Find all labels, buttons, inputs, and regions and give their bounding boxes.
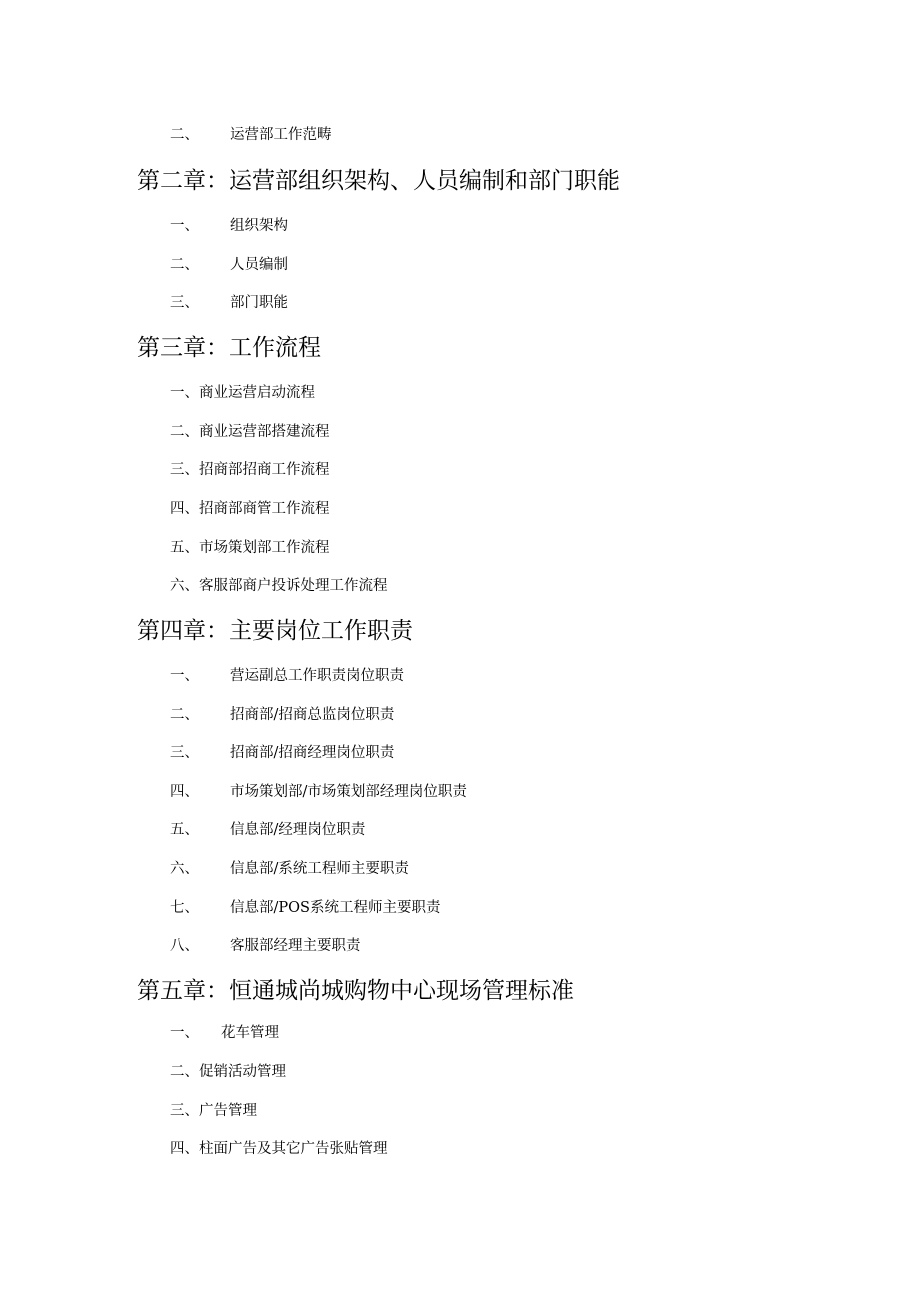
toc-item xyxy=(170,1021,279,1042)
toc-item-text: 招商部/招商总监岗位职责 xyxy=(230,707,395,723)
toc-item-number: 一、 xyxy=(170,668,199,684)
toc-item-number: 五、 xyxy=(170,822,199,838)
toc-item-text: 信息部/系统工程师主要职责 xyxy=(230,861,409,877)
toc-item: 二、促销活动管理 xyxy=(170,1064,286,1080)
toc-item-text: 信息部/经理岗位职责 xyxy=(230,822,366,838)
toc-item: 三、招商部招商工作流程 xyxy=(170,462,330,478)
chapter-heading: 第二章：运营部组织架构、人员编制和部门职能 xyxy=(137,168,620,194)
toc-item-text: 市场策划部/市场策划部经理岗位职责 xyxy=(230,784,467,800)
toc-item-text: 信息部/POS系统工程师主要职责 xyxy=(230,900,441,916)
toc-item: 三、广告管理 xyxy=(170,1103,257,1119)
toc-item: 五、市场策划部工作流程 xyxy=(170,540,330,556)
toc-item: 四、柱面广告及其它广告张贴管理 xyxy=(170,1141,388,1157)
chapter-heading: 第五章：恒通城尚城购物中心现场管理标准 xyxy=(137,978,574,1004)
toc-item-number: 六、 xyxy=(170,861,199,877)
toc-item-number: 一、 xyxy=(170,218,199,234)
toc-item-text: 人员编制 xyxy=(230,257,288,273)
toc-item-number: 三、 xyxy=(170,295,199,311)
toc-item-number: 三、 xyxy=(170,745,199,761)
toc-item: 二、商业运营部搭建流程 xyxy=(170,424,330,440)
toc-item-number: 八、 xyxy=(170,938,199,954)
toc-item-text: 运营部工作范畴 xyxy=(230,127,332,143)
toc-item-text: 组织架构 xyxy=(230,218,288,234)
toc-item: 六、客服部商户投诉处理工作流程 xyxy=(170,578,388,594)
toc-item-number: 七、 xyxy=(170,900,199,916)
toc-item-text: 招商部/招商经理岗位职责 xyxy=(230,745,395,761)
toc-item-number: 四、 xyxy=(170,784,199,800)
toc-item: 四、招商部商管工作流程 xyxy=(170,501,330,517)
toc-item-number: 一、 xyxy=(170,1025,199,1041)
toc-item-number: 二、 xyxy=(170,257,199,273)
chapter-heading: 第四章：主要岗位工作职责 xyxy=(137,618,413,644)
toc-item-text: 花车管理 xyxy=(221,1025,279,1041)
toc-item-number: 二、 xyxy=(170,127,199,143)
toc-item-number: 二、 xyxy=(170,707,199,723)
toc-item-text: 部门职能 xyxy=(230,295,288,311)
toc-item: 一、商业运营启动流程 xyxy=(170,385,315,401)
chapter-heading: 第三章：工作流程 xyxy=(137,335,321,361)
toc-item-text: 客服部经理主要职责 xyxy=(230,938,361,954)
toc-item-text: 营运副总工作职责岗位职责 xyxy=(230,668,404,684)
